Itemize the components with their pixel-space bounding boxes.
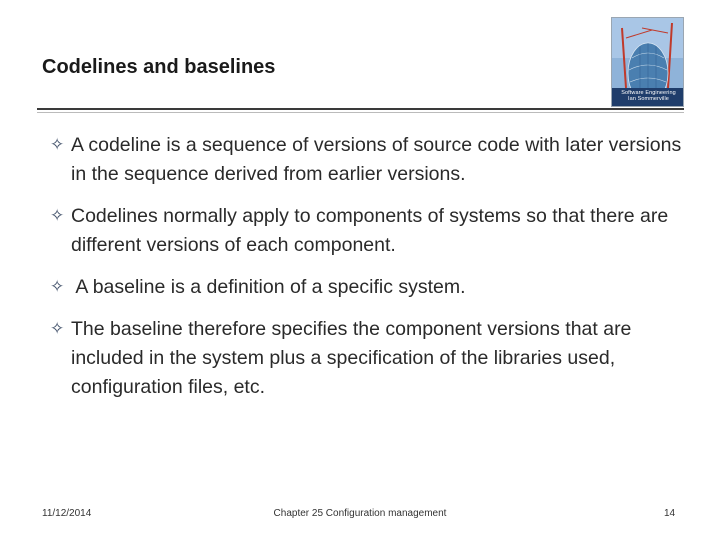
title-divider-shadow: [37, 112, 684, 113]
footer-date: 11/12/2014: [42, 508, 92, 519]
bullet-text: A baseline is a definition of a specific system.: [71, 276, 466, 298]
book-author-text: Ian Sommerville: [628, 96, 669, 102]
bullet-text: Codelines normally apply to components of systems so that there are different versions of each component.: [71, 205, 669, 256]
bullet-text: The baseline therefore specifies the component versions that are included in the system plus a specification of the libraries used, configuration files, etc.: [71, 318, 632, 398]
bullet-item: [50, 131, 690, 189]
star-bullet-icon: ✧: [50, 206, 65, 226]
slide-title: Codelines and baselines: [42, 56, 276, 78]
star-bullet-icon: ✧: [50, 319, 65, 339]
book-cover-image: [611, 17, 684, 107]
bullet-list: [50, 131, 690, 415]
star-bullet-icon: ✧: [50, 135, 65, 155]
footer-chapter: Chapter 25 Configuration management: [273, 508, 447, 519]
book-cover-label: [612, 88, 684, 107]
bullet-item: [50, 273, 690, 302]
bullet-item: [50, 315, 690, 402]
book-title-text: Software Engineering: [621, 90, 676, 96]
bullet-text: A codeline is a sequence of versions of source code with later versions in the sequence derived from earlier versions.: [71, 134, 682, 185]
star-bullet-icon: ✧: [50, 277, 65, 297]
footer-page-number: 14: [664, 508, 676, 519]
bullet-item: [50, 202, 690, 260]
title-divider: [37, 108, 684, 110]
